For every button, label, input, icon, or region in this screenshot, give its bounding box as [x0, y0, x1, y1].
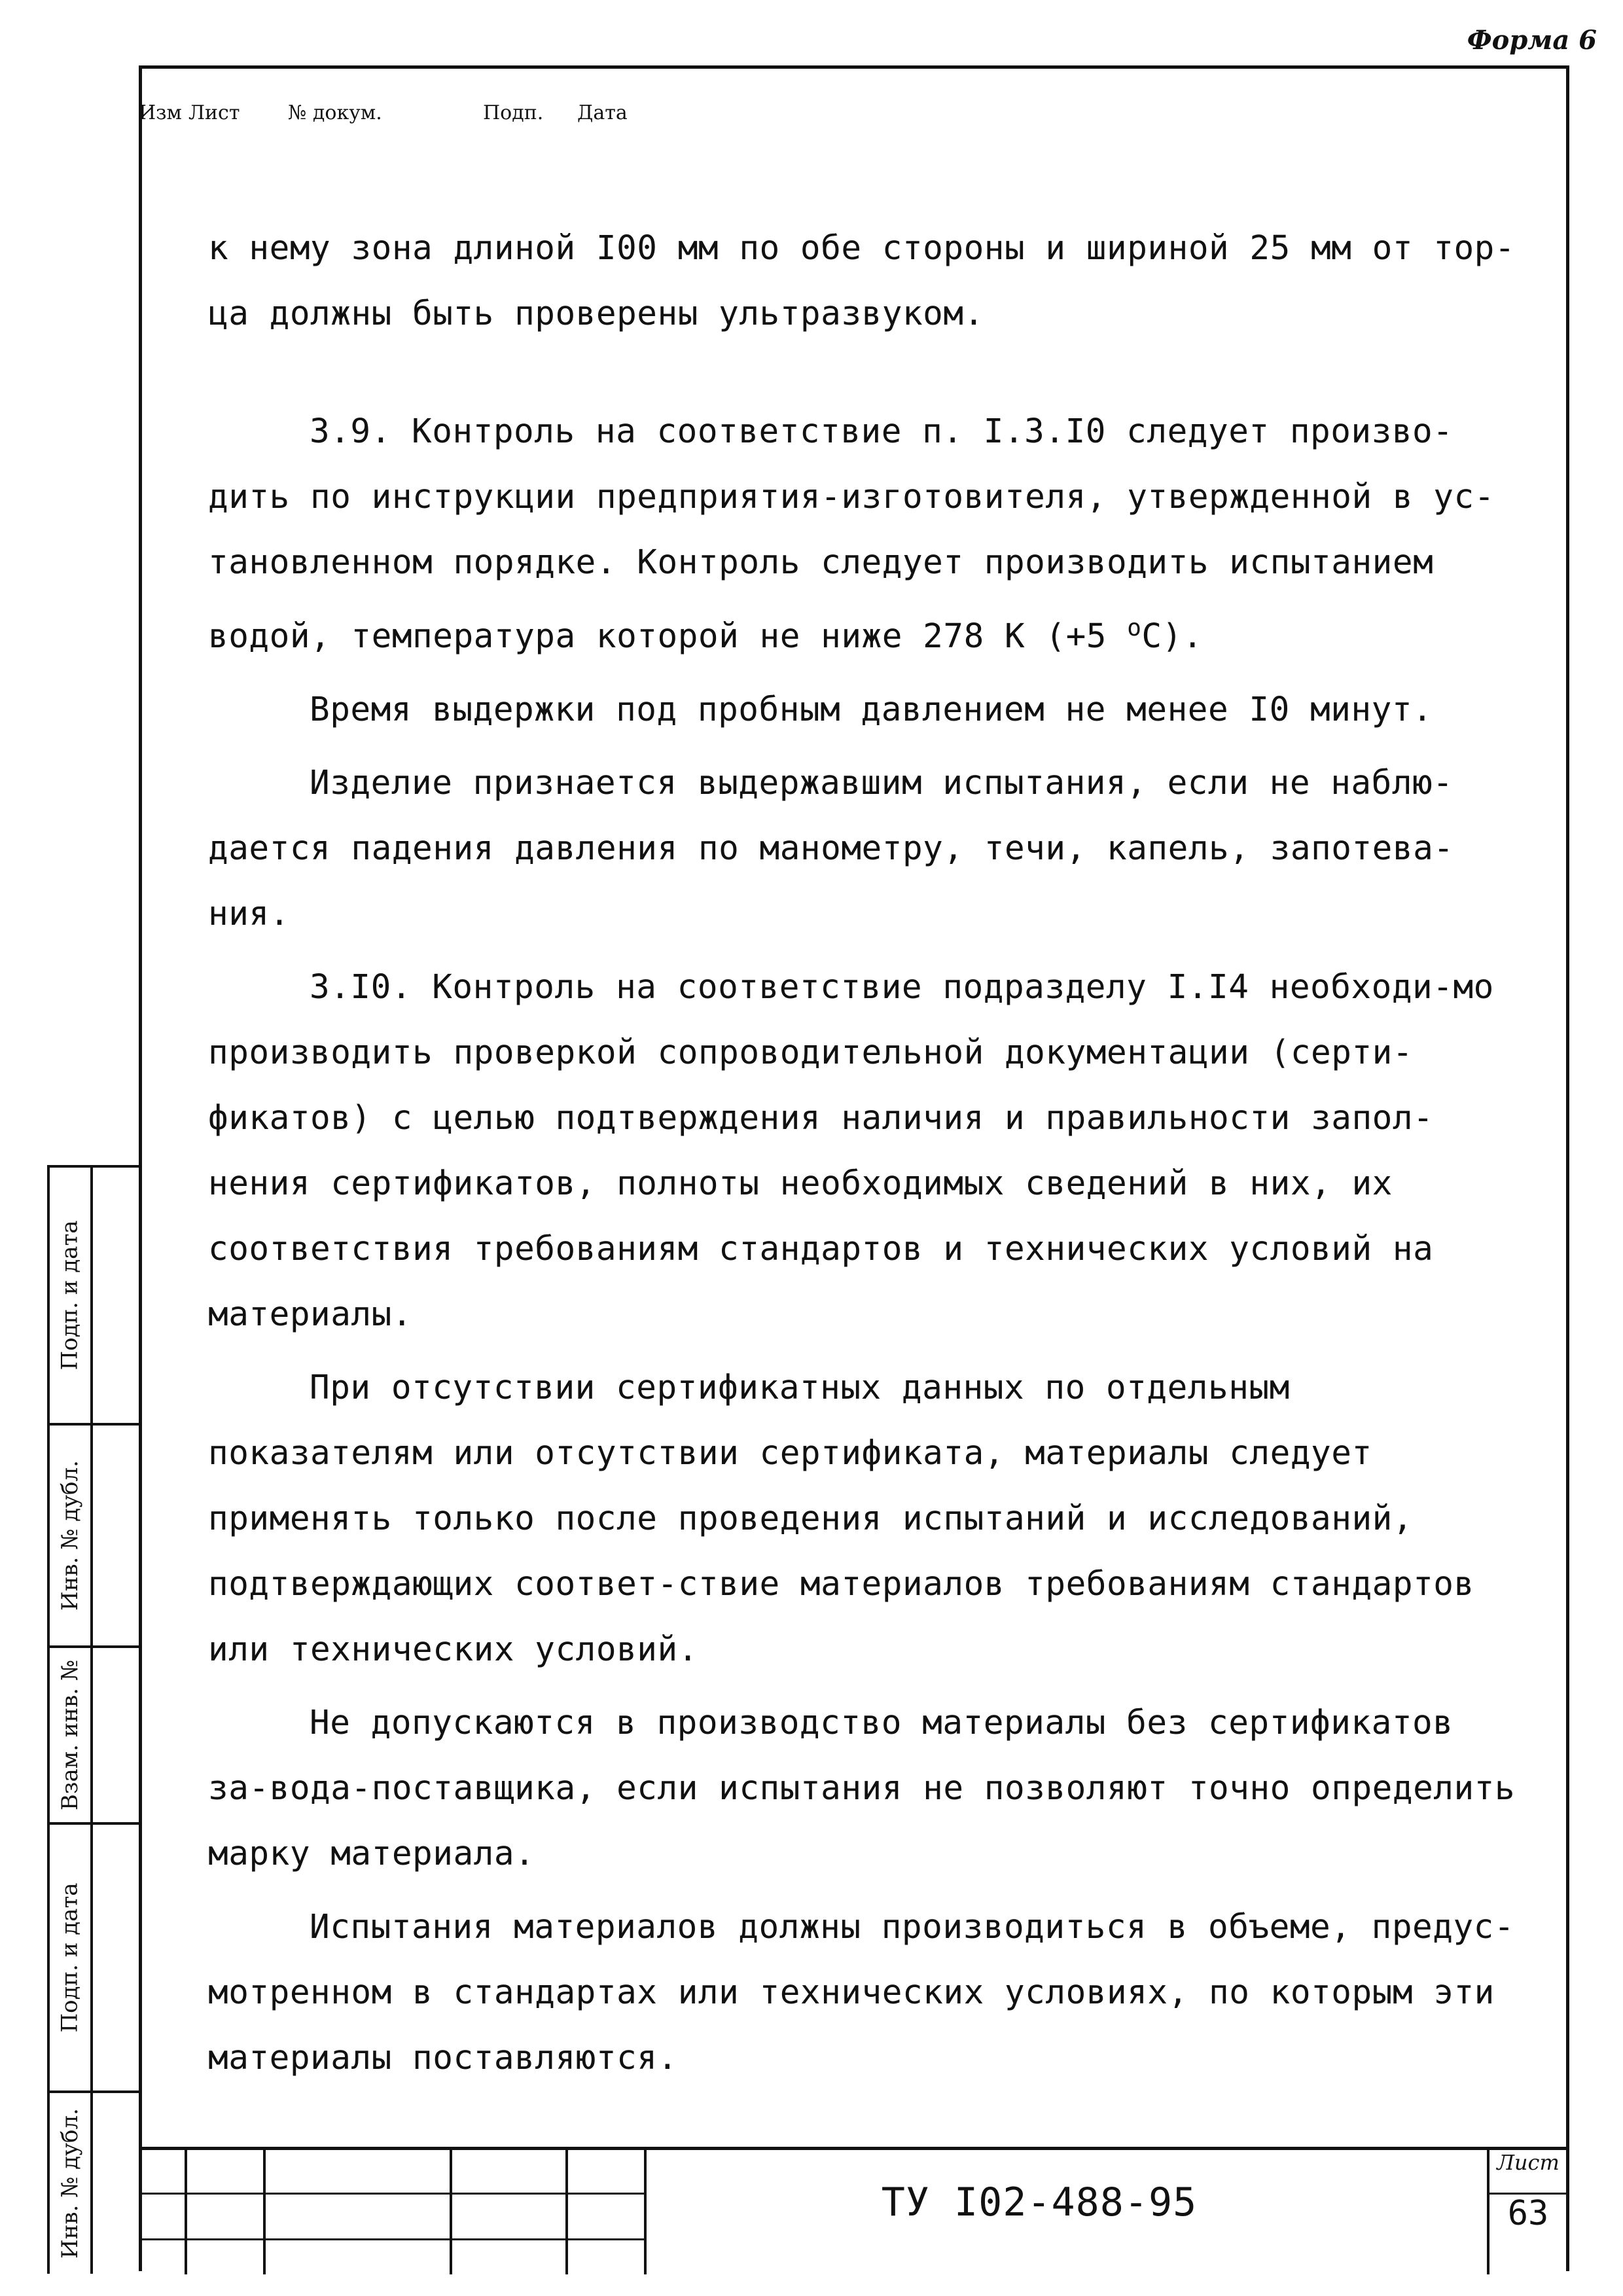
paragraph-no-certificate: При отсутствии сертификатных данных по отдельным показателям или отсутствии сертификата, материалы следует применять только после проведения испытаний и исследований, подтверждающих соответ-ствие материалов требованиям стандартов или технических условий.: [208, 1369, 1474, 1669]
paragraph-not-allowed: Не допускаются в производство материалы без сертификатов за-вода-поставщика, если испытания не позволяют точно определить марку материала.: [208, 1704, 1516, 1873]
form-label: Форма 6: [1467, 25, 1597, 56]
tb-podp: Подп.: [483, 101, 544, 124]
degree-superscript: о: [1127, 615, 1142, 641]
sheet-number: 63: [1507, 2194, 1549, 2233]
document-body: [208, 216, 1524, 2091]
side-label-inv-dubl-2: Инв. № дубл.: [57, 2108, 83, 2259]
paragraph-3-10: 3.I0. Контроль на соответствие подразделу I.I4 необходи-мо производить проверкой сопроводительной документации (серти-фикатов) с целью подтверждения наличия и правильности запол-нения сертификатов, полноты необходимых сведений в них, их соответствия требованиям стандартов и технических условий на материалы.: [208, 968, 1494, 1334]
paragraph-holding-time: Время выдержки под пробным давлением не менее I0 минут.: [310, 691, 1433, 729]
paragraph-acceptance: Изделие признается выдержавшим испытания, если не наблю-дается падения давления по манометру, течи, капель, запотева-ния.: [208, 764, 1454, 933]
paragraph-3-9: [208, 399, 1524, 670]
paragraph-3-9-text: 3.9. Контроль на соответствие п. I.3.I0 следует произво-дить по инструкции предприятия-изготовителя, утвержденной в ус-тановленном порядке. Контроль следует производить испытанием водой, температура которой не ниже 278 К (+5: [208, 412, 1495, 656]
document-code: ТУ I02-488-95: [881, 2179, 1198, 2225]
paragraph-3-9-end: С).: [1141, 617, 1204, 656]
tb-list: Лист: [188, 101, 240, 124]
side-label-podp-data-2: Подп. и дата: [57, 1882, 83, 2033]
tb-izm: Изм: [139, 101, 182, 124]
side-label-inv-dubl-1: Инв. № дубл.: [57, 1460, 83, 1611]
side-stamp-table: [47, 1165, 141, 2274]
paragraph-1: к нему зона длиной I00 мм по обе стороны и шириной 25 мм от тор-ца должны быть проверены ультразвуком.: [208, 229, 1516, 333]
tb-doc-num: № докум.: [288, 101, 382, 124]
side-label-podp-data-1: Подп. и дата: [57, 1220, 83, 1371]
sheet-label: Лист: [1497, 2150, 1560, 2175]
side-label-vzam-inv: Взам. инв. №: [57, 1659, 83, 1811]
tb-data: Дата: [577, 101, 628, 124]
paragraph-test-scope: Испытания материалов должны производиться в объеме, предус-мотренном в стандартах или технических условиях, по которым эти материалы поставляются.: [208, 1908, 1515, 2077]
